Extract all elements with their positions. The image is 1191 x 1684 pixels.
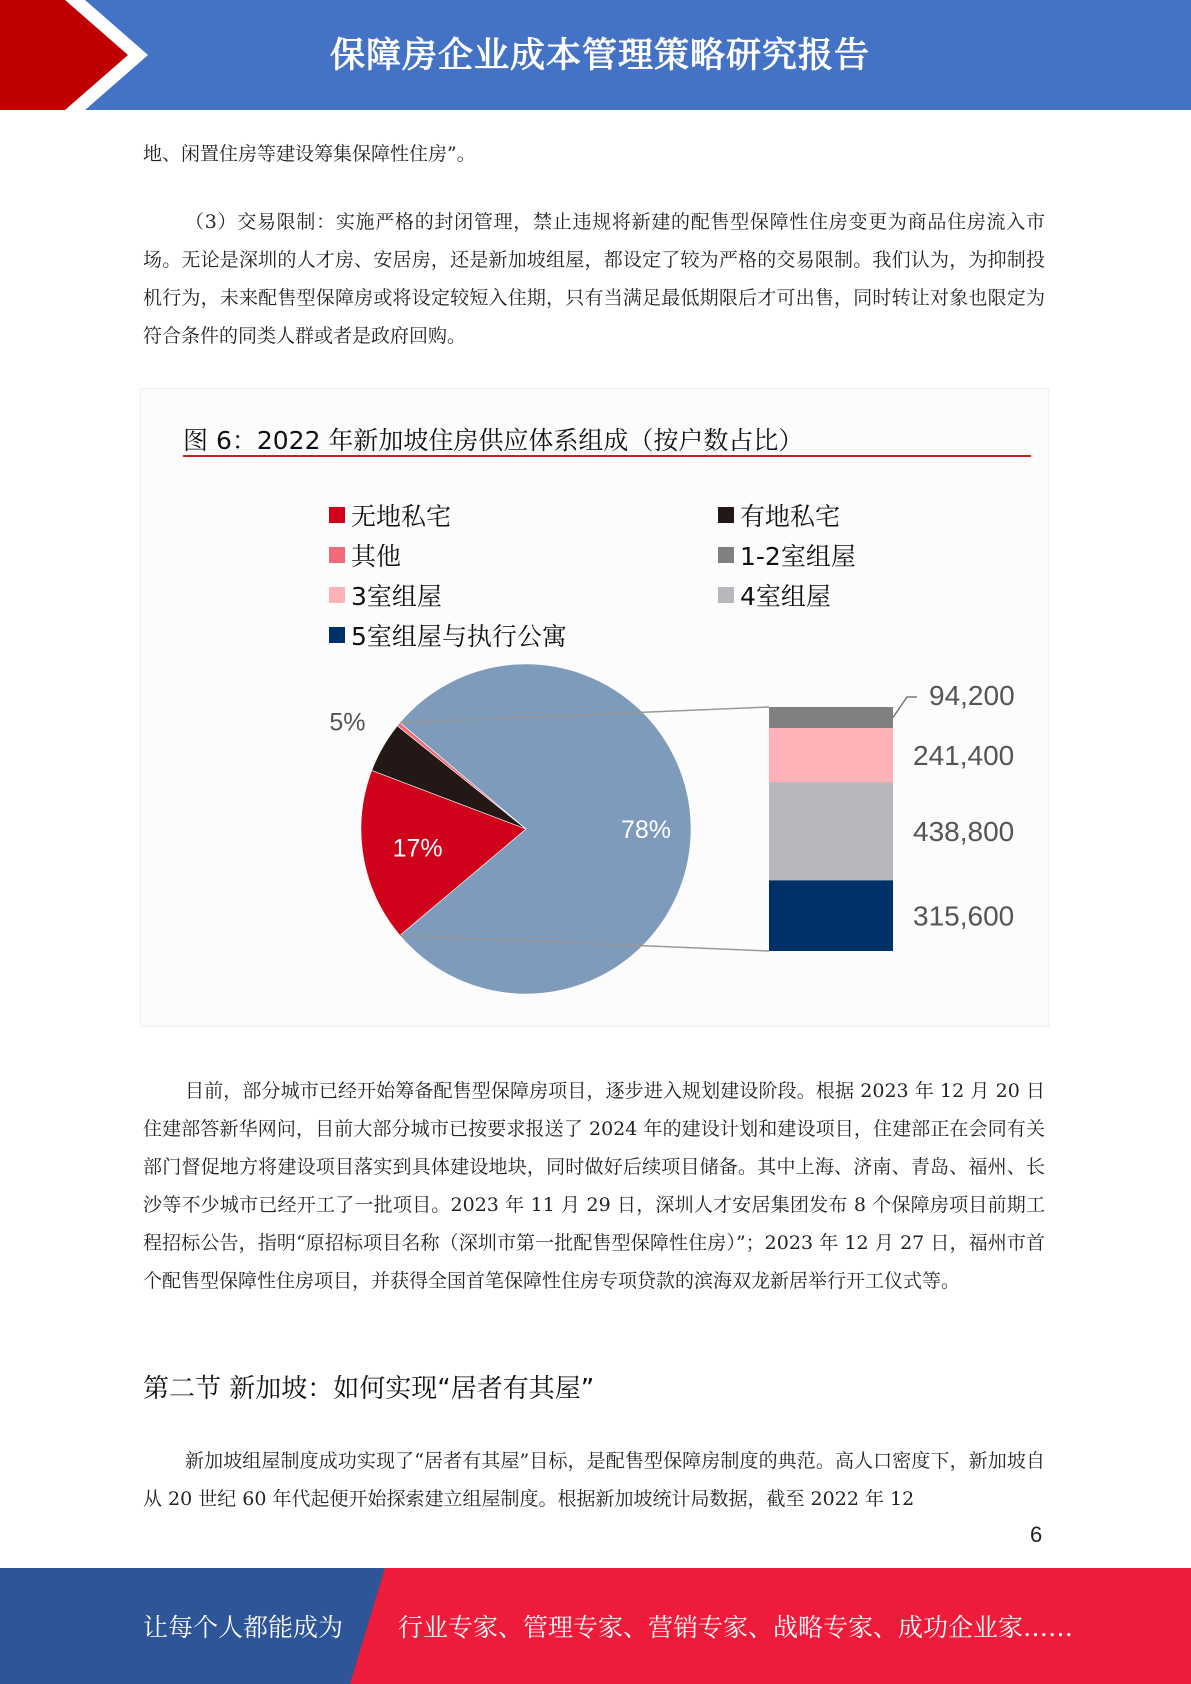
legend-label: 4室组屋: [740, 582, 831, 611]
legend-label: 1-2室组屋: [740, 542, 856, 571]
stacked-bar-segment: [769, 707, 893, 728]
chart-title: 图 6：2022 年新加坡住房供应体系组成（按户数占比）: [183, 426, 804, 455]
stacked-bar-segment: [769, 728, 893, 782]
page-header: [0, 0, 1191, 110]
chart-figure: [140, 388, 1049, 1027]
paragraph-2: （3）交易限制：实施严格的封闭管理，禁止违规将新建的配售型保障性住房变更为商品住房流入市场。无论是深圳的人才房、安居房，还是新加坡组屋，都设定了较为严格的交易限制。我们认为，为抑制投机行为，未来配售型保障房或将设定较短入住期，只有当满足最低期限后才可出售，同时转让对象也限定为符合条件的同类人群或者是政府回购。: [143, 211, 1045, 347]
bar-segment-label: 94,200: [929, 680, 1015, 711]
pie-slice-label: 78%: [620, 816, 672, 844]
paragraph-4: 新加坡组屋制度成功实现了“居者有其屋”目标，是配售型保障房制度的典范。高人口密度下，新加坡自从 20 世纪 60 年代起便开始探索建立组屋制度。根据新加坡统计局数据，截至 2022 年 12: [143, 1450, 1045, 1510]
stacked-bar-segment: [769, 880, 893, 951]
footer-slogan-left: 让每个人都能成为: [143, 1613, 344, 1642]
stacked-bar-segment: [769, 782, 893, 880]
legend-label: 5室组屋与执行公寓: [351, 622, 567, 651]
bar-segment-label: 241,400: [913, 740, 1015, 772]
page-number: 6: [1030, 1522, 1043, 1547]
bar-segment-label: 315,600: [913, 900, 1015, 932]
report-title: 保障房企业成本管理策略研究报告: [330, 36, 871, 76]
pie-of-bar-chart: [141, 389, 1048, 1026]
legend-label: 有地私宅: [740, 502, 841, 531]
legend-label: 3室组屋: [351, 582, 442, 611]
legend-label: 无地私宅: [351, 502, 452, 531]
legend-label: 其他: [351, 542, 402, 571]
section-heading: 第二节 新加坡：如何实现“居者有其屋”: [143, 1374, 595, 1404]
pie-slice-label: 17%: [392, 834, 443, 863]
paragraph-1: 地、闲置住房等建设筹集保障性住房”。: [143, 143, 476, 165]
footer-slogan-right: 行业专家、管理专家、营销专家、战略专家、成功企业家……: [398, 1613, 1074, 1642]
bar-label-leader: [893, 697, 917, 718]
page-footer: [0, 1568, 1191, 1684]
bar-segment-label: 438,800: [913, 816, 1015, 848]
pie-slice-label: 5%: [329, 708, 366, 737]
paragraph-3: 目前，部分城市已经开始筹备配售型保障房项目，逐步进入规划建设阶段。根据 2023 年 12 月 20 日住建部答新华网问，目前大部分城市已按要求报送了 2024 年的建设计划和建设项目，住建部正在会同有关部门督促地方将建设项目落实到具体建设地块，同时做好后续项目储备。其中上海、济南、青岛、福州、长沙等不少城市已经开工了一批项目。2023 年 11 月 29 日，深圳人才安居集团发布 8 个保障房项目前期工程招标公告，指明“原招标项目名称（深圳市第一批配售型保障性住房）”；2023 年 12 月 27 日，福州市首个配售型保障性住房项目，并获得全国首笔保障性住房专项贷款的滨海双龙新居举行开工仪式等。: [143, 1080, 1045, 1292]
